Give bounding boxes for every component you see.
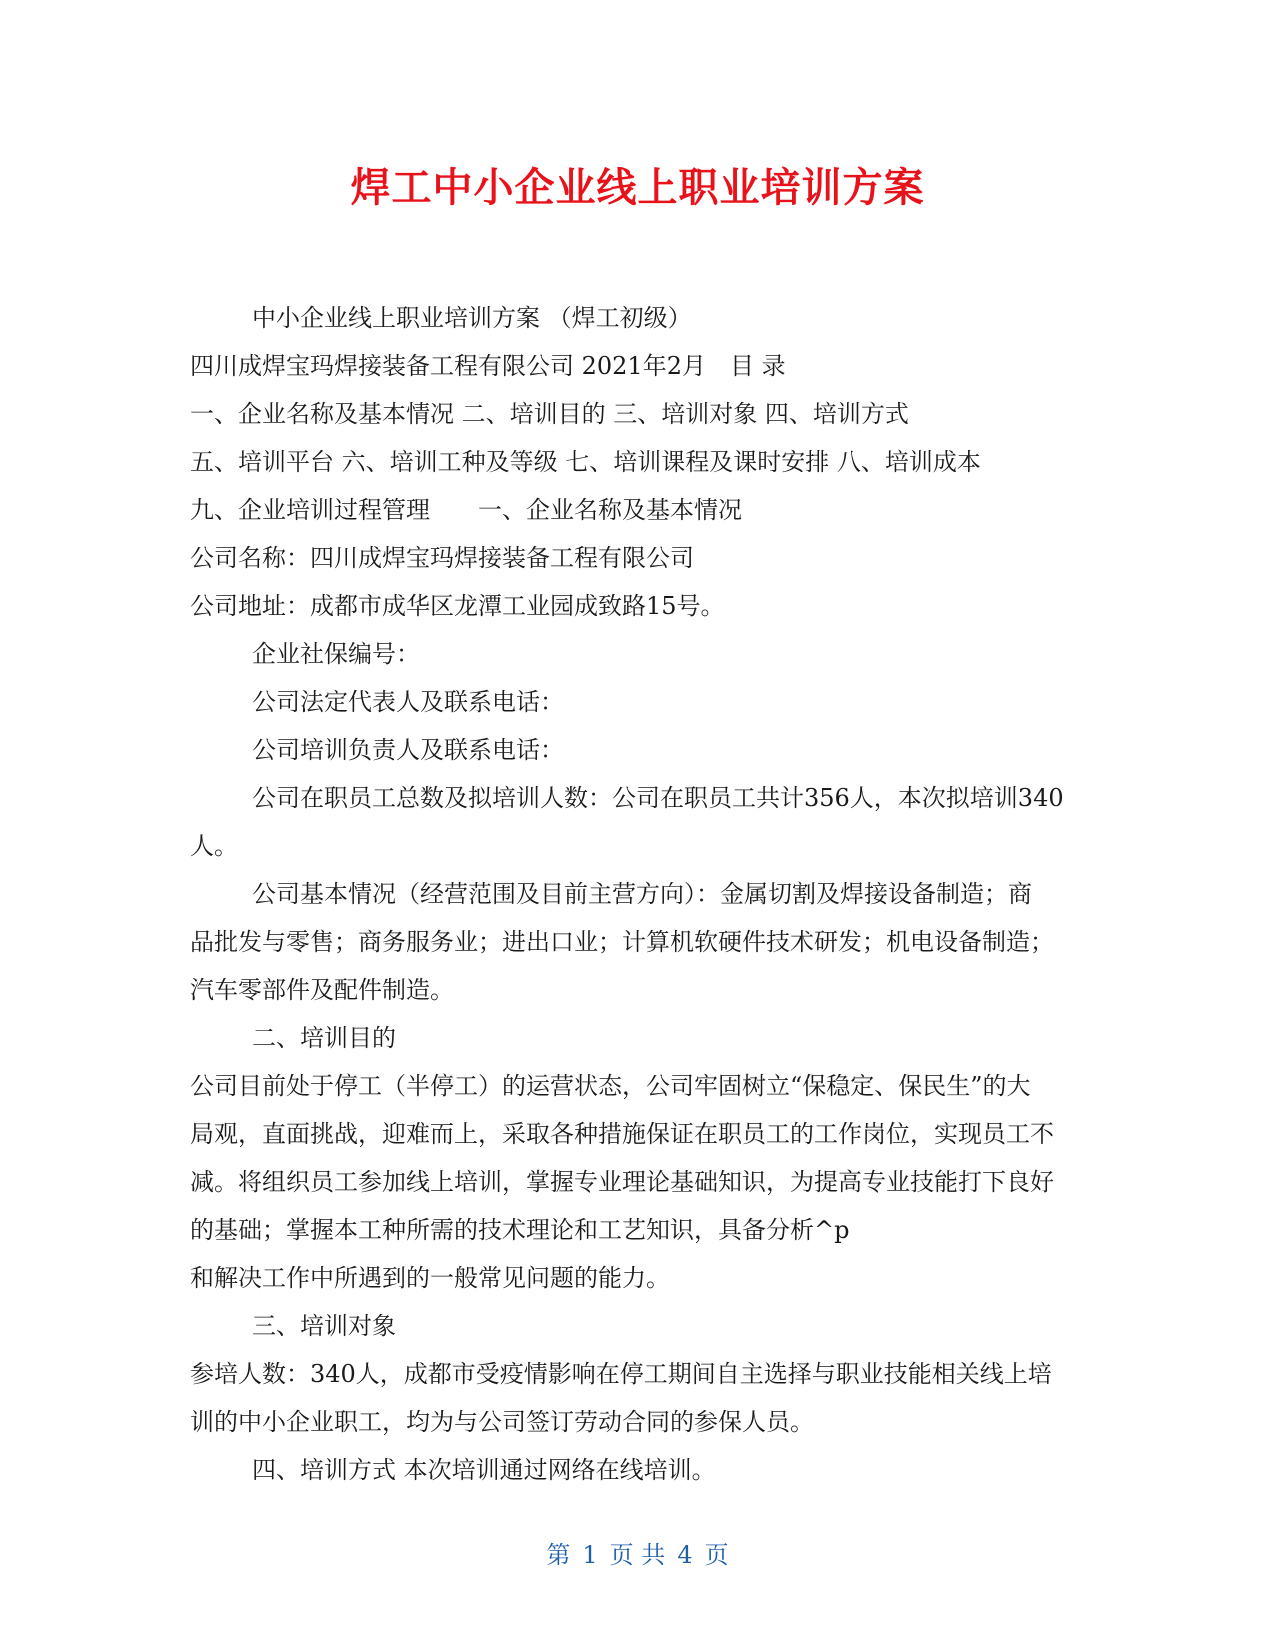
text-line: 品批发与零售；商务服务业；进出口业；计算机软硬件技术研发；机电设备制造； [190,928,1054,956]
text-line: 减。将组织员工参加线上培训，掌握专业理论基础知识，为提高专业技能打下良好 [190,1168,1054,1196]
text-line: 五、培训平台 六、培训工种及等级 七、培训课程及课时安排 八、培训成本 [190,448,981,476]
text-line: 参培人数：340人，成都市受疫情影响在停工期间自主选择与职业技能相关线上培 [190,1360,1052,1388]
text-line: 公司培训负责人及联系电话： [252,736,564,764]
text-line: 汽车零部件及配件制造。 [190,976,454,1004]
text-line: 四川成焊宝玛焊接装备工程有限公司 2021年2月 目 录 [190,352,786,380]
text-line: 公司地址：成都市成华区龙潭工业园成致路15号。 [190,592,725,620]
text-line: 企业社保编号： [252,640,420,668]
text-line: 的基础；掌握本工种所需的技术理论和工艺知识，具备分析^p [190,1216,850,1244]
text-line: 训的中小企业职工，均为与公司签订劳动合同的参保人员。 [190,1408,814,1436]
text-line: 局观，直面挑战，迎难而上，采取各种措施保证在职员工的工作岗位，实现员工不 [190,1120,1054,1148]
page-number-mid: 页 共 [609,1541,666,1569]
page-number-suffix: 页 [704,1541,729,1569]
text-line: 公司在职员工总数及拟培训人数：公司在职员工共计356人，本次拟培训340 [252,784,1064,812]
page-number-prefix: 第 [546,1541,571,1569]
document-title: 焊工中小企业线上职业培训方案 [350,165,925,211]
text-line: 公司目前处于停工（半停工）的运营状态，公司牢固树立“保稳定、保民生”的大 [190,1072,1031,1100]
text-line: 三、培训对象 [252,1312,396,1340]
page-footer [0,1538,1275,1572]
document-body [190,294,1090,1494]
text-line: 四、培训方式 本次培训通过网络在线培训。 [252,1456,716,1484]
text-line: 二、培训目的 [252,1024,396,1052]
text-line: 公司基本情况（经营范围及目前主营方向）：金属切割及焊接设备制造；商 [252,880,1032,908]
text-line: 公司名称：四川成焊宝玛焊接装备工程有限公司 [190,544,694,572]
page-number-current: 1 [582,1541,598,1569]
text-line: 一、企业名称及基本情况 二、培训目的 三、培训对象 四、培训方式 [190,400,909,428]
text-line: 人。 [190,832,238,860]
text-line: 和解决工作中所遇到的一般常见问题的能力。 [190,1264,670,1292]
text-line: 中小企业线上职业培训方案 （焊工初级） [252,304,692,332]
text-line: 九、企业培训过程管理 一、企业名称及基本情况 [190,496,742,524]
page-number-total: 4 [677,1541,693,1569]
text-line: 公司法定代表人及联系电话： [252,688,564,716]
